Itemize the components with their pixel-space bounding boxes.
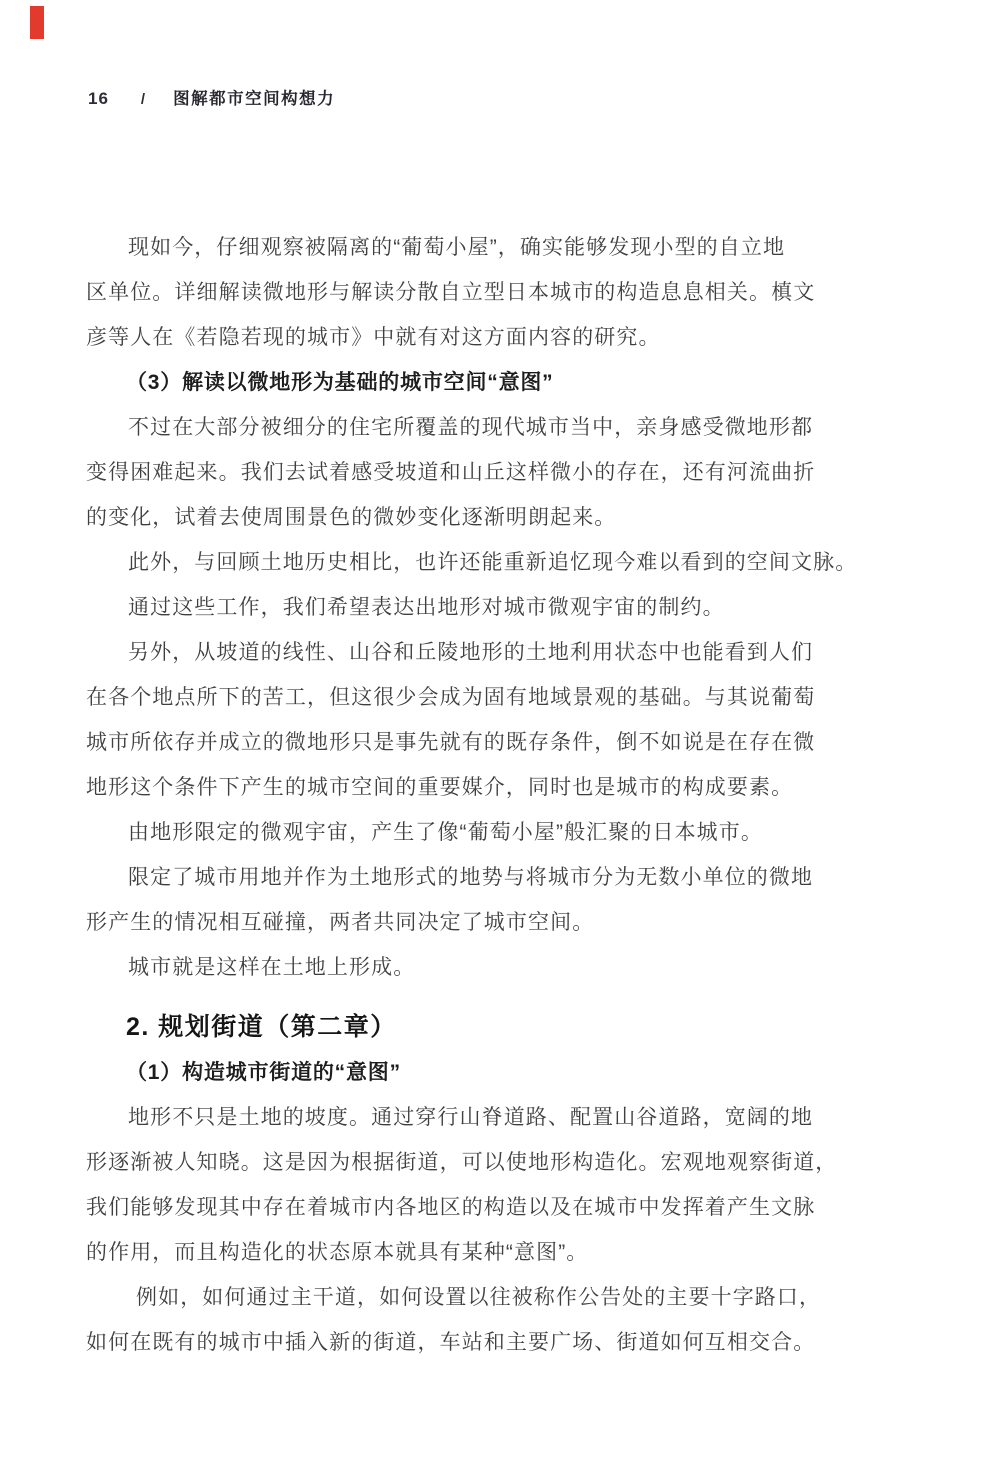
text-line: 在各个地点所下的苦工，但这很少会成为固有地域景观的基础。与其说葡萄 (86, 686, 816, 709)
text-line: 由地形限定的微观宇宙，产生了像“葡萄小屋”般汇聚的日本城市。 (128, 821, 763, 844)
text-line: 我们能够发现其中存在着城市内各地区的构造以及在城市中发挥着产生文脉 (86, 1196, 816, 1219)
page-header (88, 85, 335, 109)
book-title: 图解都市空间构想力 (173, 90, 336, 108)
text-line: 例如，如何通过主干道，如何设置以往被称作公告处的主要十字路口， (136, 1286, 822, 1309)
text-line: 另外，从坡道的线性、山谷和丘陵地形的土地利用状态中也能看到人们 (128, 641, 814, 664)
text-line: 地形不只是土地的坡度。通过穿行山脊道路、配置山谷道路，宽阔的地 (128, 1106, 814, 1129)
text-line: 如何在既有的城市中插入新的街道，车站和主要广场、街道如何互相交合。 (86, 1331, 816, 1354)
text-line: 的变化，试着去使周围景色的微妙变化逐渐明朗起来。 (86, 506, 617, 529)
text-line: 不过在大部分被细分的住宅所覆盖的现代城市当中，亲身感受微地形都 (128, 416, 814, 439)
page-number: 16 (88, 89, 109, 108)
text-line: 区单位。详细解读微地形与解读分散自立型日本城市的构造息息相关。槙文 (86, 281, 816, 304)
text-line: 限定了城市用地并作为土地形式的地势与将城市分为无数小单位的微地 (128, 866, 814, 889)
header-separator: / (140, 91, 146, 108)
text-line: 形产生的情况相互碰撞，两者共同决定了城市空间。 (86, 911, 595, 934)
text-line: 此外，与回顾土地历史相比，也许还能重新追忆现今难以看到的空间文脉。 (128, 551, 858, 574)
subsection-heading: （1）构造城市街道的“意图” (126, 1061, 401, 1084)
text-line: 城市所依存并成立的微地形只是事先就有的既存条件，倒不如说是在存在微 (86, 731, 816, 754)
text-line: 现如今，仔细观察被隔离的“葡萄小屋”，确实能够发现小型的自立地 (128, 236, 786, 259)
text-line: 的作用，而且构造化的状态原本就具有某种“意图”。 (86, 1241, 589, 1264)
red-bookmark-mark (30, 6, 44, 39)
section-heading: 2. 规划街道（第二章） (126, 1013, 397, 1041)
text-line: 城市就是这样在土地上形成。 (128, 956, 416, 979)
page-content (86, 225, 866, 1365)
text-line: 变得困难起来。我们去试着感受坡道和山丘这样微小的存在，还有河流曲折 (86, 461, 816, 484)
text-line: 形逐渐被人知晓。这是因为根据街道，可以使地形构造化。宏观地观察街道， (86, 1151, 838, 1174)
subsection-heading: （3）解读以微地形为基础的城市空间“意图” (126, 371, 554, 394)
text-line: 通过这些工作，我们希望表达出地形对城市微观宇宙的制约。 (128, 596, 725, 619)
text-line: 彦等人在《若隐若现的城市》中就有对这方面内容的研究。 (86, 326, 661, 349)
text-line: 地形这个条件下产生的城市空间的重要媒介，同时也是城市的构成要素。 (86, 776, 794, 799)
